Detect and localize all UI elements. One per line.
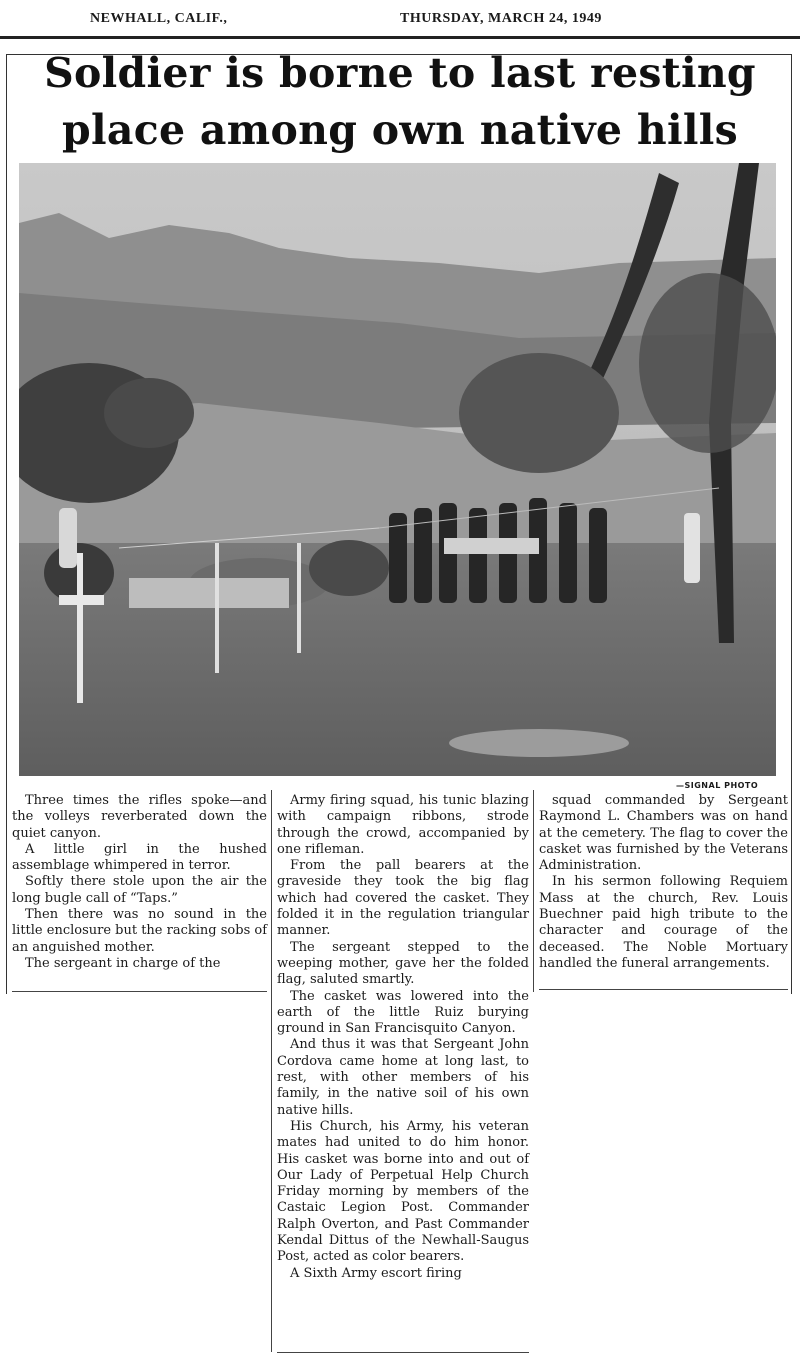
- column-divider-2: [533, 790, 534, 992]
- column-2-paragraph-1: Army firing squad, his tunic blazing with campaign ribbons, strode through the crowd, accompanied by one rifleman.: [277, 793, 529, 857]
- column-2-paragraph-3: The sergeant stepped to the weeping mother, gave her the folded flag, saluted smartly.: [277, 939, 529, 988]
- column-3-end-rule: [539, 989, 788, 990]
- column-1-paragraph-4: Then there was no sound in the little enclosure but the racking sobs of an anguished mother.: [12, 907, 268, 955]
- column-1-paragraph-2: A little girl in the hushed assemblage whimpered in terror.: [12, 841, 267, 874]
- column-2-paragraph-2: From the pall bearers at the graveside they took the big flag which had covered the casket. They folded it in the regulation triangular manner.: [277, 858, 529, 939]
- headline-line-2: place among own native hills: [62, 106, 738, 154]
- column-2-paragraph-7: A Sixth Army escort firing: [290, 1265, 462, 1281]
- column-3-paragraph-1: squad commanded by Sergeant Raymond L. Chambers was on hand at the cemetery. The flag to cover the casket was furnished by the Veterans Administration.: [539, 793, 788, 874]
- headline: [10, 45, 790, 159]
- photo-credit: —SIGNAL PHOTO: [676, 781, 759, 790]
- funeral-photo-illustration: [19, 163, 776, 776]
- article-frame-right: [791, 54, 792, 994]
- column-2-end-rule: [277, 1352, 529, 1353]
- article-column-3: [539, 793, 788, 972]
- column-2-paragraph-5: And thus it was that Sergeant John Cordova came home at long last, to rest, with other members of his family, in the native soil of his own native hills.: [277, 1037, 529, 1118]
- headline-line-1: Soldier is borne to last resting: [44, 49, 756, 97]
- column-2-paragraph-4: The casket was lowered into the earth of the little Ruiz burying ground in San Francisquito Canyon.: [277, 988, 529, 1037]
- article-column-1: [12, 793, 267, 972]
- article-column-2: [277, 793, 529, 1282]
- column-1-paragraph-1: Three times the rifles spoke—and the volleys reverberated down the quiet canyon.: [12, 793, 267, 841]
- column-1-end-rule: [12, 991, 267, 992]
- column-1-paragraph-5: The sergeant in charge of the: [25, 955, 221, 971]
- masthead: [0, 0, 800, 38]
- column-divider-1: [271, 790, 272, 1352]
- article-frame-left: [6, 54, 7, 994]
- funeral-photo: [19, 163, 776, 776]
- column-1-paragraph-3: Softly there stole upon the air the long bugle call of “Taps.”: [12, 874, 267, 906]
- column-3-paragraph-2: In his sermon following Requiem Mass at the church, Rev. Louis Buechner paid high tribute to the character and courage of the deceased. The Noble Mortuary handled the funeral arrangements.: [539, 874, 788, 971]
- masthead-date: THURSDAY, MARCH 24, 1949: [400, 11, 602, 26]
- column-2-paragraph-6: His Church, his Army, his veteran mates had united to do him honor. His casket was borne into and out of Our Lady of Perpetual Help Church Friday morning by members of the Castaic Legion Post. Commander Ralph Overton, and Past Commander Kendal Dittus of the Newhall-Saugus Post, acted as color bearers.: [277, 1118, 529, 1265]
- masthead-location: NEWHALL, CALIF.,: [90, 11, 228, 26]
- masthead-rule: [0, 36, 800, 39]
